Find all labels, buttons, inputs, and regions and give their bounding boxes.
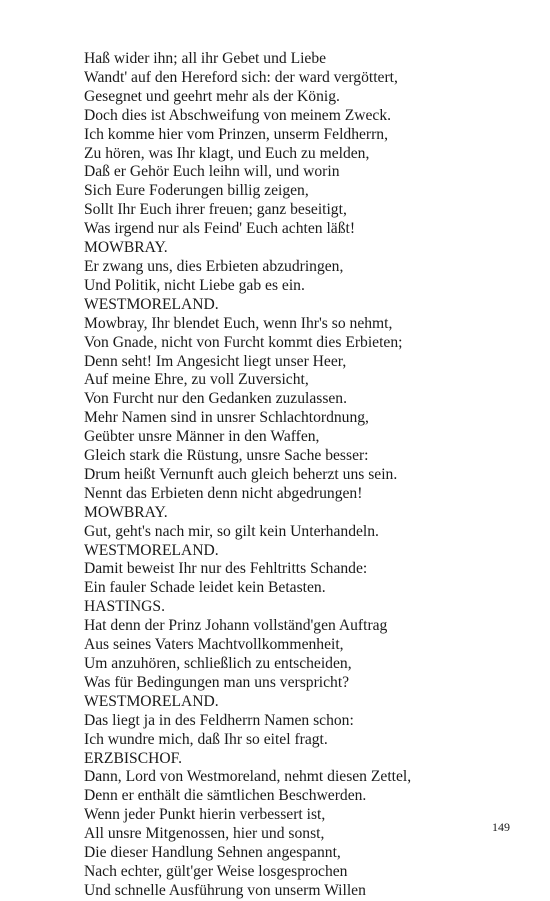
verse-line: Gleich stark die Rüstung, unsre Sache besser: bbox=[84, 447, 369, 465]
speaker-name: WESTMORELAND. bbox=[84, 295, 219, 313]
speaker-name: MOWBRAY. bbox=[84, 239, 168, 257]
verse-line: Und schnelle Ausführung von unserm Willen bbox=[84, 881, 366, 899]
verse-line: Ich komme hier vom Prinzen, unserm Feldherrn, bbox=[84, 125, 389, 143]
verse-line: Hat denn der Prinz Johann vollständ'gen Auftrag bbox=[84, 617, 388, 635]
verse-line: Wandt' auf den Hereford sich: der ward vergöttert, bbox=[84, 68, 398, 86]
verse-line: All unsre Mitgenossen, hier und sonst, bbox=[84, 825, 325, 843]
verse-line: Denn er enthält die sämtlichen Beschwerden. bbox=[84, 787, 367, 805]
verse-line: Sollt Ihr Euch ihrer freuen; ganz beseitigt, bbox=[84, 201, 347, 219]
verse-line: Was für Bedingungen man uns verspricht? bbox=[84, 673, 350, 691]
verse-line: Auf meine Ehre, zu voll Zuversicht, bbox=[84, 371, 309, 389]
verse-line: Zu hören, was Ihr klagt, und Euch zu melden, bbox=[84, 144, 370, 162]
verse-line: Gut, geht's nach mir, so gilt kein Unterhandeln. bbox=[84, 522, 379, 540]
verse-line: Was irgend nur als Feind' Euch achten läßt! bbox=[84, 220, 356, 238]
verse-line: Mehr Namen sind in unsrer Schlachtordnung, bbox=[84, 409, 369, 427]
verse-line: Wenn jeder Punkt hierin verbessert ist, bbox=[84, 806, 326, 824]
speaker-name: WESTMORELAND. bbox=[84, 692, 219, 710]
verse-line: Um anzuhören, schließlich zu entscheiden, bbox=[84, 655, 352, 672]
verse-line: Die dieser Handlung Sehnen angespannt, bbox=[84, 844, 341, 862]
verse-line: Drum heißt Vernunft auch gleich beherzt uns sein. bbox=[84, 465, 398, 483]
verse-line: Damit beweist Ihr nur des Fehltritts Schande: bbox=[84, 560, 368, 578]
verse-line: Von Gnade, nicht von Furcht kommt dies Erbieten; bbox=[84, 333, 403, 351]
speaker-name: MOWBRAY. bbox=[84, 503, 168, 521]
verse-line: Von Furcht nur den Gedanken zuzulassen. bbox=[84, 390, 348, 408]
speaker-name: ERZBISCHOF. bbox=[84, 749, 182, 767]
verse-line: Daß er Gehör Euch leihn will, und worin bbox=[84, 163, 340, 181]
verse-line: Doch dies ist Abschweifung von meinem Zweck. bbox=[84, 106, 392, 124]
verse-line: Geübter unsre Männer in den Waffen, bbox=[84, 428, 320, 446]
verse-line: Er zwang uns, dies Erbieten abzudringen, bbox=[84, 257, 344, 275]
speaker-name: HASTINGS. bbox=[84, 598, 166, 616]
verse-line: Ein fauler Schade leidet kein Betasten. bbox=[84, 579, 326, 597]
verse-line: Haß wider ihn; all ihr Gebet und Liebe bbox=[84, 50, 327, 67]
verse-line: Nach echter, gült'ger Weise losgesprochen bbox=[84, 862, 348, 880]
verse-line: Sich Eure Foderungen billig zeigen, bbox=[84, 182, 309, 200]
verse-line: Dann, Lord von Westmoreland, nehmt diesen Zettel, bbox=[84, 768, 412, 786]
verse-line: Denn seht! Im Angesicht liegt unser Heer, bbox=[84, 352, 347, 370]
speaker-name: WESTMORELAND. bbox=[84, 541, 219, 559]
verse-line: Nennt das Erbieten denn nicht abgedrungen! bbox=[84, 484, 363, 502]
verse-line: Und Politik, nicht Liebe gab es ein. bbox=[84, 276, 305, 294]
verse-line: Gesegnet und geehrt mehr als der König. bbox=[84, 87, 340, 105]
verse-line: Mowbray, Ihr blendet Euch, wenn Ihr's so nehmt, bbox=[84, 314, 393, 332]
play-text bbox=[84, 50, 484, 901]
page-number: 149 bbox=[492, 820, 510, 834]
verse-line: Ich wundre mich, daß Ihr so eitel fragt. bbox=[84, 730, 328, 748]
verse-line: Das liegt ja in des Feldherrn Namen schon: bbox=[84, 711, 354, 729]
verse-line: Aus seines Vaters Machtvollkommenheit, bbox=[84, 636, 344, 654]
